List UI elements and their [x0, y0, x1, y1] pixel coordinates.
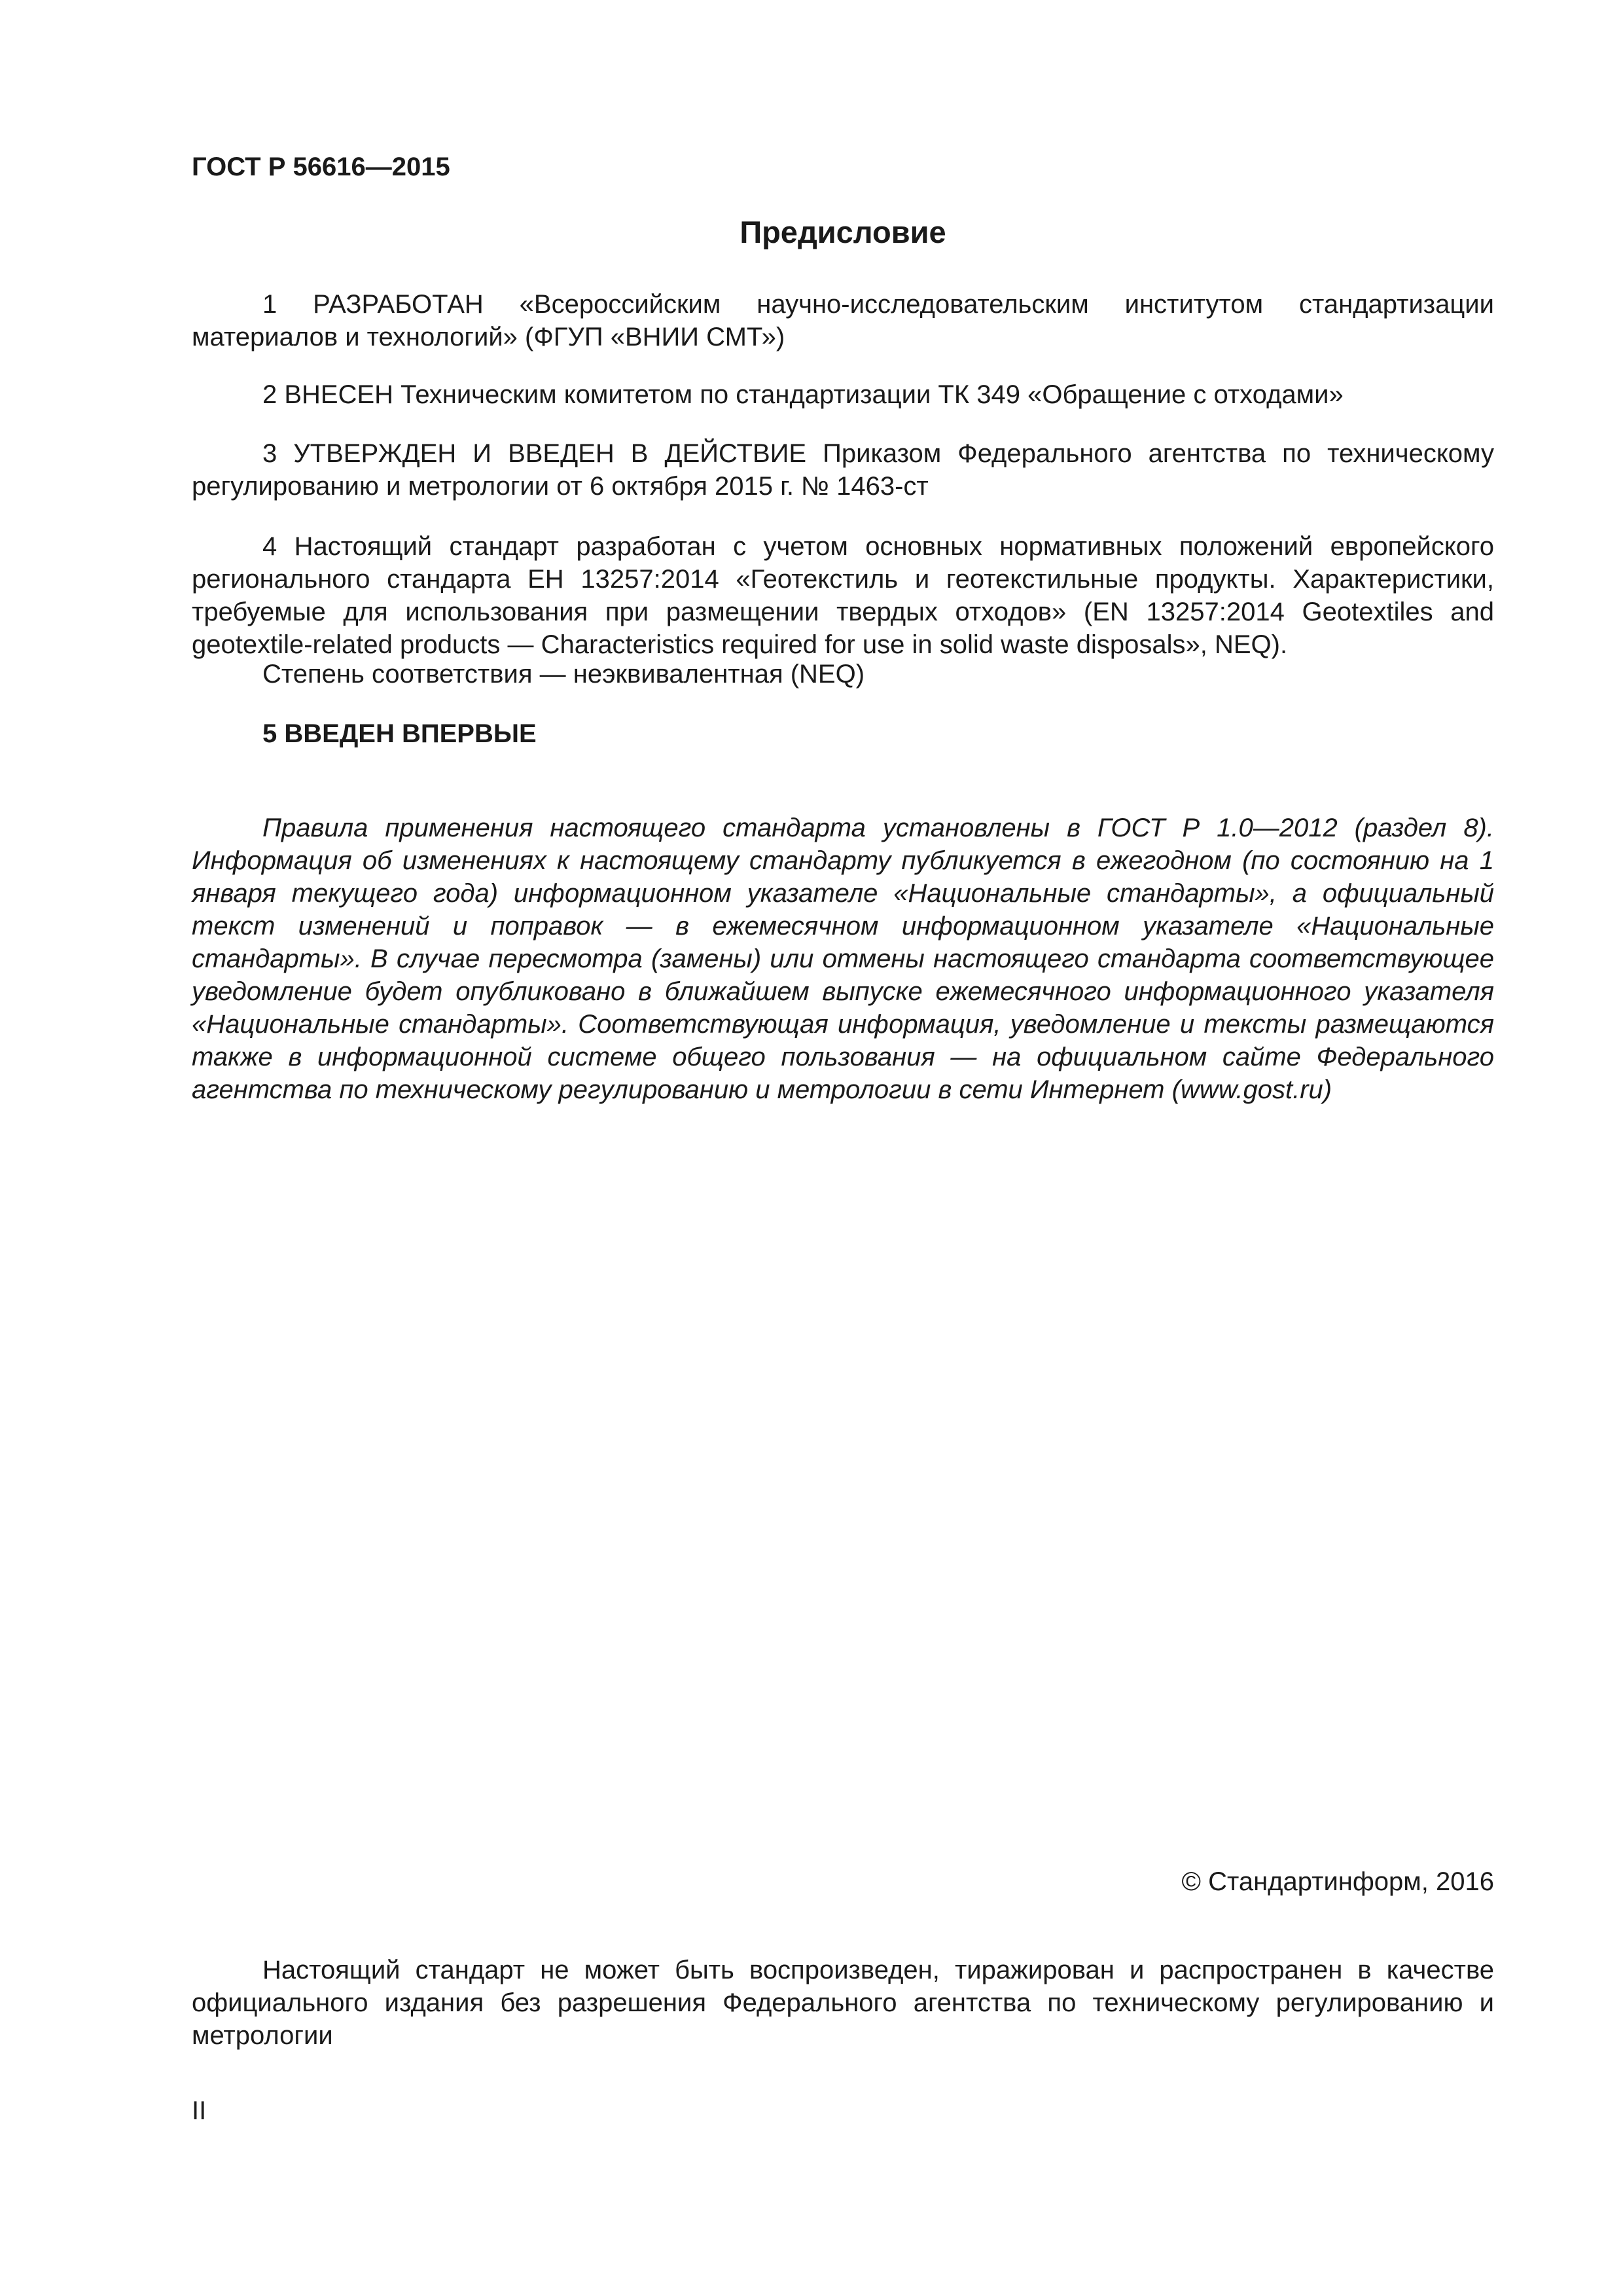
document-code-header: ГОСТ Р 56616—2015	[192, 152, 450, 181]
foreword-item-4: 4 Настоящий стандарт разработан с учетом основных нормативных положений европейского регионального стандарта ЕН 13257:2014 «Геотекстиль и геотекстильные продукты. Характеристики, требуемые для использования при размещении твердых отходов» (EN 13257:2014 Geotextiles and geotextile-related products — Characteristics required for use in solid waste disposals», NEQ).	[192, 532, 1494, 659]
rules-of-application-text: Правила применения настоящего стандарта установлены в ГОСТ Р 1.0—2012 (раздел 8). Информация об изменениях к настоящему стандарту публикуется в ежегодном (по состоянию на 1 января текущего года) информационном указателе «Национальные стандарты», а официальный текст изменений и поправок — в ежемесячном информационном указателе «Национальные стандарты». В случае пересмотра (замены) или отмены настоящего стандарта соответствующее уведомление будет опубликовано в ближайшем выпуске ежемесячного информационного указателя «Национальные стандарты». Соответствующая информация, уведомление и тексты размещаются также в информационной системе общего пользования — на официальном сайте Федерального агентства по техническому регулированию и метрологии в сети Интернет (www.gost.ru)	[192, 814, 1494, 1104]
document-page	[192, 0, 1494, 2296]
foreword-item-2: 2 ВНЕСЕН Техническим комитетом по стандартизации ТК 349 «Обращение с отходами»	[262, 380, 1344, 409]
foreword-item-4-degree: Степень соответствия — неэквивалентная (NEQ)	[262, 660, 865, 689]
page-title: Предисловие	[740, 215, 946, 249]
page-number: II	[192, 2096, 207, 2125]
foreword-item-3: 3 УТВЕРЖДЕН И ВВЕДЕН В ДЕЙСТВИЕ Приказом Федерального агентства по техническому регулированию и метрологии от 6 октября 2015 г. № 1463-ст	[192, 439, 1494, 501]
reproduction-notice: Настоящий стандарт не может быть воспроизведен, тиражирован и распространен в качестве официального издания без разрешения Федерального агентства по техническому регулированию и метрологии	[192, 1956, 1494, 2050]
foreword-item-1: 1 РАЗРАБОТАН «Всероссийским научно-исследовательским институтом стандартизации материалов и технологий» (ФГУП «ВНИИ СМТ»)	[192, 290, 1494, 351]
foreword-item-5: 5 ВВЕДЕН ВПЕРВЫЕ	[262, 719, 537, 748]
copyright-notice: © Стандартинформ, 2016	[1181, 1867, 1494, 1896]
